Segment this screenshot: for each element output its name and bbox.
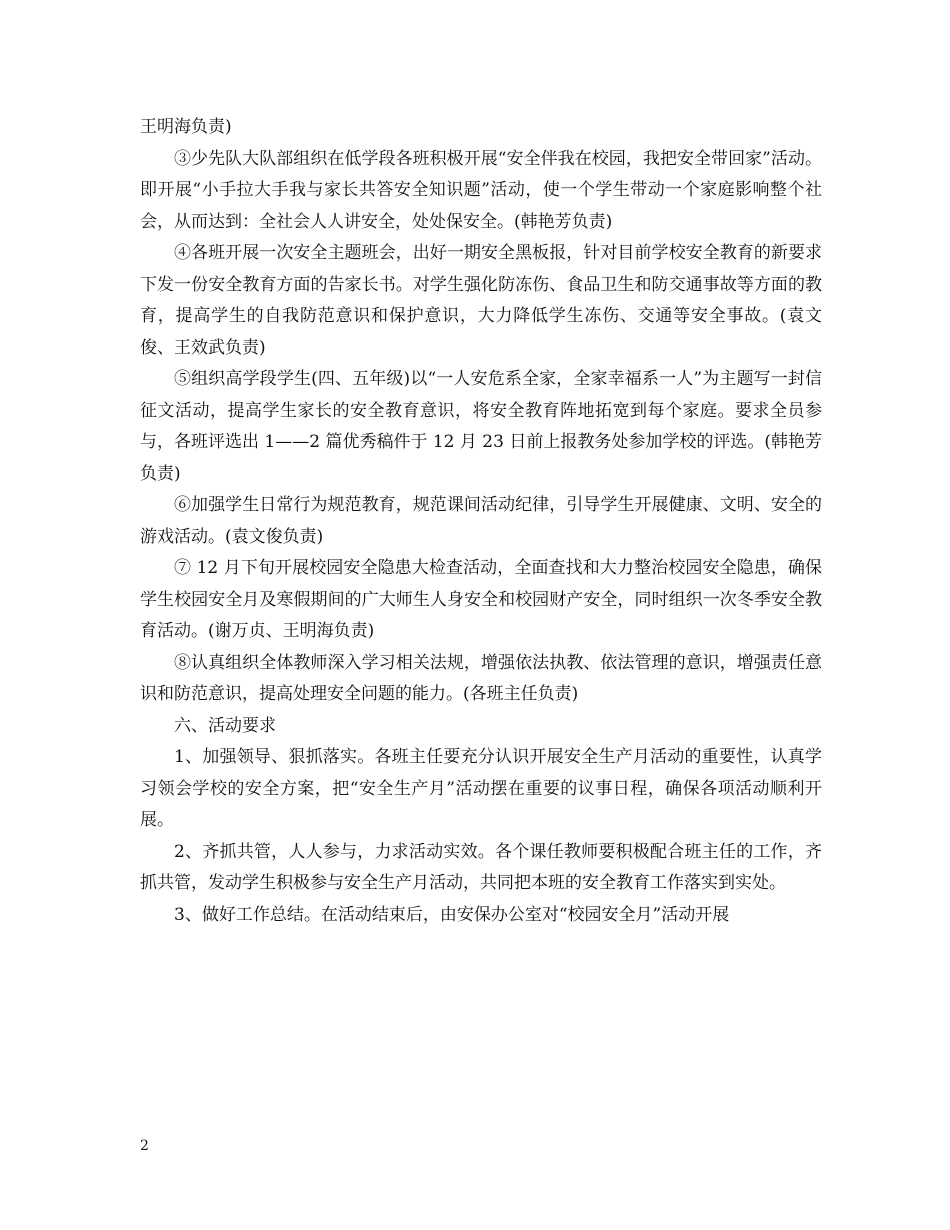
paragraph-item-3: ③少先队大队部组织在低学段各班积极开展“安全伴我在校园，我把安全带回家”活动。即开展“小手拉大手我与家长共答安全知识题”活动，使一个学生带动一个家庭影响整个社会，从而达到：全社会人人讲安全，处处保安全。(韩艳芳负责) (140, 148, 822, 232)
paragraph-continuation: 王明海负责) (140, 117, 232, 137)
requirement-paragraph-3: 3、做好工作总结。在活动结束后，由安保办公室对“校园安全月”活动开展 (174, 904, 730, 925)
paragraph-item-7: ⑦ 12 月下旬开展校园安全隐患大检查活动，全面查找和大力整治校园安全隐患，确保学生校园安全月及寒假期间的广大师生人身安全和校园财产安全，同时组织一次冬季安全教育活动。(谢万贞、王明海负责) (140, 558, 822, 641)
paragraph-item-8: ⑧认真组织全体教师深入学习相关法规，增强依法执教、依法管理的意识，增强责任意识和防范意识，提高处理安全问题的能力。(各班主任负责) (140, 652, 822, 704)
requirement-paragraph-1: 1、加强领导、狠抓落实。各班主任要充分认识开展安全生产月活动的重要性，认真学习领会学校的安全方案，把“安全生产月”活动摆在重要的议事日程，确保各项活动顺利开展。 (140, 747, 822, 830)
section-heading-activity-requirements: 六、活动要求 (174, 715, 276, 736)
paragraph-item-4: ④各班开展一次安全主题班会，出好一期安全黑板报，针对目前学校安全教育的新要求下发一份安全教育方面的告家长书。对学生强化防冻伤、食品卫生和防交通事故等方面的教育，提高学生的自我防范意识和保护意识，大力降低学生冻伤、交通等安全事故。(袁文俊、王效武负责) (140, 243, 822, 358)
paragraph-item-5: ⑤组织高学段学生(四、五年级)以“一人安危系全家，全家幸福系一人”为主题写一封信征文活动，提高学生家长的安全教育意识，将安全教育阵地拓宽到每个家庭。要求全员参与，各班评选出 1——2 篇优秀稿件于 12 月 23 日前上报教务处参加学校的评选。(韩艳芳负责) (140, 369, 822, 484)
requirement-paragraph-2: 2、齐抓共管，人人参与，力求活动实效。各个课任教师要积极配合班主任的工作，齐抓共管，发动学生积极参与安全生产月活动，共同把本班的安全教育工作落实到实处。 (140, 841, 822, 893)
page-number: 2 (140, 1138, 149, 1154)
paragraph-item-6: ⑥加强学生日常行为规范教育，规范课间活动纪律，引导学生开展健康、文明、安全的游戏活动。(袁文俊负责) (140, 495, 822, 547)
document-body (140, 112, 822, 931)
